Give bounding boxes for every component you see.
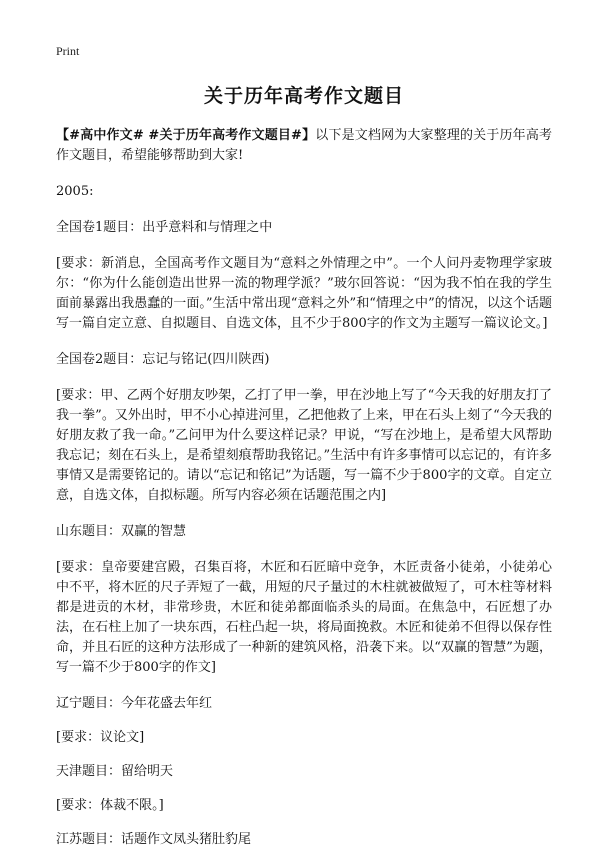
print-label: Print — [56, 44, 80, 58]
section-heading-quanguo1: 全国卷1题目：出乎意料和与情理之中 — [56, 220, 273, 235]
section-requirement-quanguo2: [要求：甲、乙两个好朋友吵架，乙打了甲一拳，甲在沙地上写了“今天我的好朋友打了我一拳”。又外出时，甲不小心掉进河里，乙把他救了上来，甲在石头上刻了“今天我的好朋友救了我一命。”乙问甲为什么要这样记录？甲说，“写在沙地上，是希望大风帮助我忘记；刻在石头上，是希望刻痕帮助我铭记。”生活中有许多事情可以忘记的，有许多事情又是需要铭记的。请以“忘记和铭记”为话题，写一篇不少于800字的文章。自定立意，自选文体，自拟标题。所写内容必须在话题范围之内] — [56, 388, 552, 503]
section-heading-jiangsu: 江苏题目：话题作文凤头猪肚豹尾 — [56, 832, 252, 847]
section-heading-quanguo2: 全国卷2题目：忘记与铭记(四川陕西) — [56, 352, 270, 367]
section-heading-tianjin: 天津题目：留给明天 — [56, 764, 174, 779]
section-requirement-quanguo1: [要求：新消息，全国高考作文题目为“意料之外情理之中”。一个人问丹麦物理学家玻尔：“你为什么能创造出世界一流的物理学派？”玻尔回答说：“因为我不怕在我的学生面前暴露出我愚蠢的一面。”生活中常出现“意料之外”和“情理之中”的情况，以这个话题写一篇自定立意、自拟题目、自选文体，且不少于800字的作文为主题写一篇议论文。] — [56, 256, 552, 331]
intro-paragraph — [56, 126, 552, 166]
intro-text: 以下是文档网为大家整理的关于历年高考作文题目，希望能够帮助到大家! — [56, 128, 552, 163]
section-heading-shandong: 山东题目：双赢的智慧 — [56, 524, 187, 539]
document-title: 关于历年高考作文题目 — [203, 85, 404, 107]
intro-tags: 【#高中作文# #关于历年高考作文题目#】 — [56, 128, 316, 143]
section-requirement-shandong: [要求：皇帝要建宫殿，召集百将，木匠和石匠暗中竞争，木匠责备小徒弟，小徒弟心中不平，将木匠的尺子弄短了一截，用短的尺子量过的木柱就被做短了，可木柱等材料都是进贡的木材，非常珍贵，木匠和徒弟都面临杀头的局面。在焦急中，石匠想了办法，在石柱上加了一块东西，石柱凸起一块，将局面挽救。木匠和徒弟不但得以保存性命，并且石匠的这种方法形成了一种新的建筑风格，沿袭下来。以“双赢的智慧”为题，写一篇不少于800字的作文] — [56, 560, 552, 675]
year-label: 2005: — [56, 184, 94, 199]
section-requirement-liaoning: [要求：议论文] — [56, 730, 145, 745]
section-heading-liaoning: 辽宁题目：今年花盛去年红 — [56, 696, 213, 711]
section-requirement-tianjin: [要求：体裁不限。] — [56, 798, 164, 813]
